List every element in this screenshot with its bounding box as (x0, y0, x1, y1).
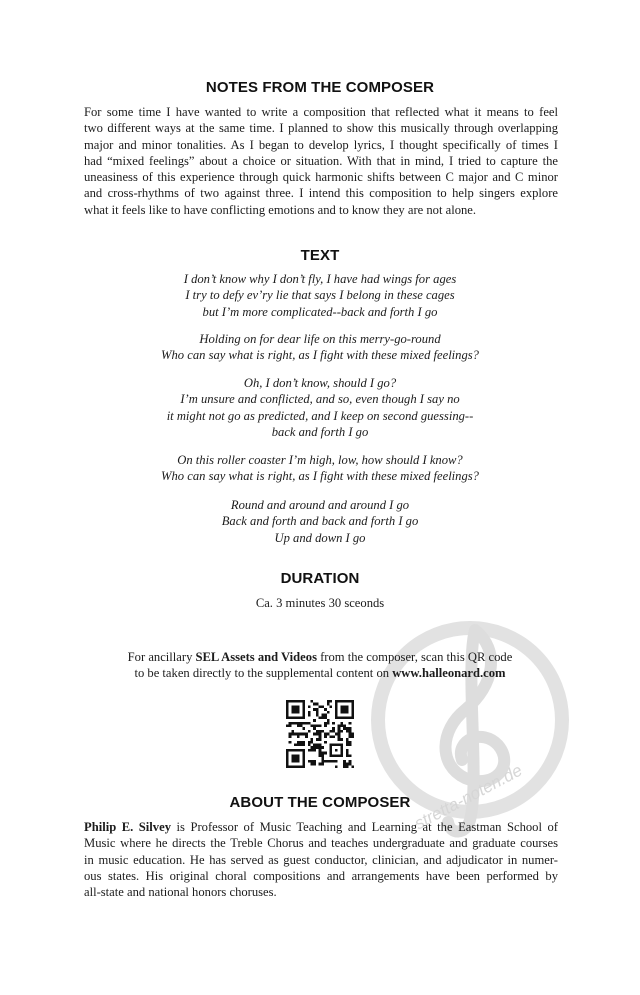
about-line: all-state and national honors choruses. (84, 885, 277, 900)
duration-value (0, 595, 640, 611)
lyric-line: Who can say what is right, as I fight with these mixed feelings? (161, 348, 479, 363)
lyric-line: Round and around and around I go (230, 498, 410, 512)
ancillary-line-1: For ancillary SEL Assets and Videos from the composer, scan this QR code (127, 650, 513, 664)
notes-paragraph (84, 104, 558, 218)
notes-line: uneasiness of this experience through quick harmonic shifts between C major and C minor (84, 170, 558, 185)
composer-name: Philip E. Silvey (84, 820, 171, 834)
notes-line: For some time I have wanted to write a composition that reflected what it means to feel (84, 105, 558, 119)
lyric-line: I try to defy ev’ry lie that says I belong in these cages (185, 288, 455, 303)
notes-line: had “mixed feelings” about a choice or situation. With that in mind, I tried to capture the (84, 153, 558, 168)
about-line: in music education. He has served as guest conductor, clinician, and adjudicator in numer- (84, 852, 558, 867)
about-line: Music where he directs the Treble Chorus and teaches undergraduate and graduate courses (84, 836, 558, 851)
qr-code-icon[interactable] (286, 700, 354, 768)
lyric-stanza-3 (0, 375, 640, 440)
ancillary-text (0, 649, 640, 682)
lyric-line: Holding on for dear life on this merry-go-round (199, 332, 441, 346)
lyric-stanza-4 (0, 452, 640, 485)
lyric-line: it might not go as predicted, and I keep on second guessing-- (166, 408, 474, 423)
notes-line: and cross-rhythms of two against three. I intend this composition to help singers explore (84, 186, 558, 201)
notes-heading: NOTES FROM THE COMPOSER (205, 79, 435, 96)
lyric-line: Who can say what is right, as I fight with these mixed feelings? (161, 469, 479, 484)
lyric-stanza-2 (0, 331, 640, 364)
notes-line: two different ways at the same time. I planned to show this musically through overlapping (84, 121, 558, 136)
text-heading: TEXT (300, 247, 340, 264)
lyric-line: I’m unsure and conflicted, and so, even though I say no (180, 392, 460, 407)
duration-text: Ca. 3 minutes 30 sceonds (255, 596, 385, 610)
notes-line: major and minor tonalities. As I began to develop lyrics, I thought specifically of times I (84, 137, 558, 152)
lyric-line: On this roller coaster I’m high, low, how should I know? (177, 453, 463, 467)
duration-heading: DURATION (280, 570, 360, 587)
lyric-line: Back and forth and back and forth I go (221, 514, 419, 529)
treble-clef-watermark-icon (370, 600, 570, 850)
about-line: Philip E. Silvey is Professor of Music Teaching and Learning at the Eastman School of (84, 820, 558, 834)
lyric-line: I don’t know why I don’t fly, I have had wings for ages (183, 272, 457, 286)
about-line: ous states. His original choral compositions and arrangements have been performed by (84, 868, 558, 883)
lyric-line: but I’m more complicated--back and forth I go (202, 304, 438, 319)
lyric-stanza-5 (0, 497, 640, 546)
about-paragraph (84, 819, 558, 900)
lyric-stanza-1 (0, 271, 640, 320)
lyric-line: Oh, I don’t know, should I go? (243, 376, 397, 390)
watermark-text: stretta-noten.de (411, 760, 526, 834)
about-heading: ABOUT THE COMPOSER (229, 794, 411, 811)
sel-assets-bold: SEL Assets and Videos (195, 650, 317, 664)
notes-line: what it feels like to have conflicting emotions and to know they are not alone. (84, 202, 477, 217)
website-link[interactable]: www.halleonard.com (392, 666, 506, 681)
lyric-line: Up and down I go (274, 530, 366, 545)
ancillary-line-2: to be taken directly to the supplemental content on www.halleonard.com (134, 666, 506, 681)
lyric-line: back and forth I go (271, 424, 369, 439)
